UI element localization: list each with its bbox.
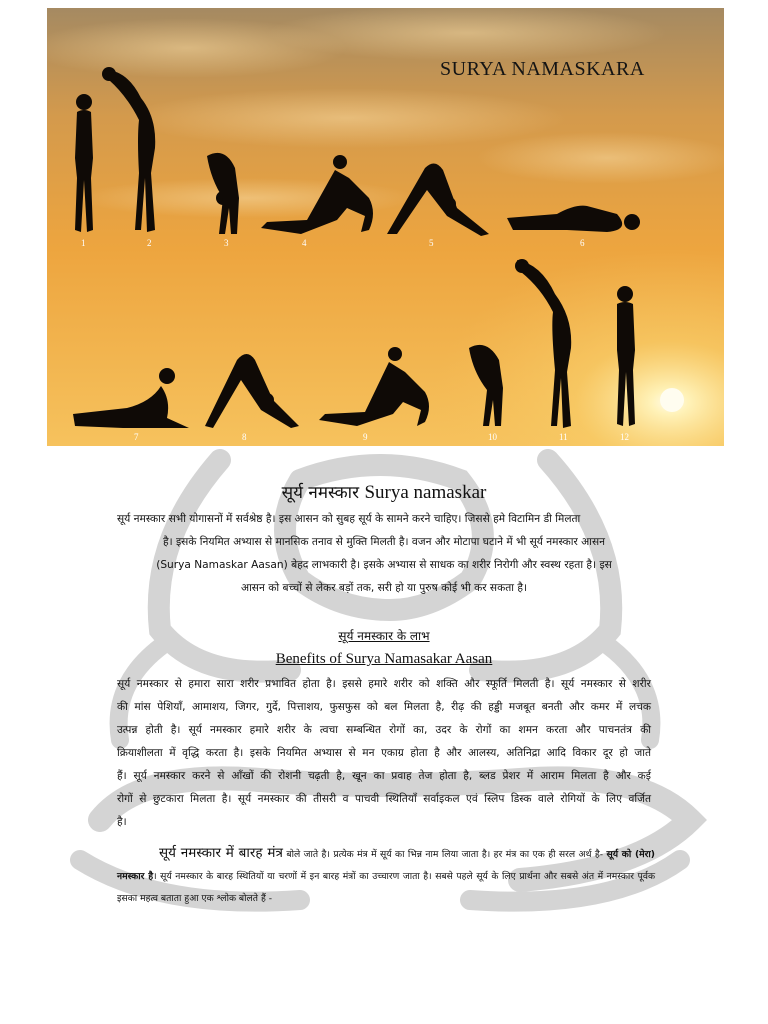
benefits-line: उत्पन्न होती है। सूर्य नमस्कार हमारे शरीर के त्वचा सम्बन्धित रोगों का, उदर के रोगों का शमन करता और पाचनतंत्र की: [117, 724, 651, 736]
benefits-heading-english: Benefits of Surya Namasakar Aasan: [275, 651, 493, 667]
benefits-line: है।: [117, 816, 127, 828]
surya-namaskar-hero-image: [47, 8, 724, 446]
pose-number: 1: [81, 238, 86, 248]
title-hindi: सूर्य नमस्कार: [281, 483, 360, 503]
pose-number: 7: [134, 432, 139, 442]
intro-line: है। इसके नियमित अभ्यास से मानसिक तनाव से मुक्ति मिलती है। वजन और मोटापा घटाने में भी सूर्य नमस्कार आसन: [162, 536, 606, 548]
hero-title: SURYA NAMASKARA: [440, 58, 645, 80]
benefits-line: सूर्य नमस्कार से हमारा सारा शरीर प्रभावित होता है। इससे हमारे शरीर को शक्ति और स्फूर्ति मिलती है। सूर्य नमस्कार से शरीर: [117, 678, 651, 690]
mantra-bold: सूर्य को (मेरा) नमस्कार है: [117, 849, 655, 882]
benefits-paragraph: [117, 673, 651, 834]
title-latin: Surya namaskar: [364, 482, 487, 503]
pose-number: 9: [363, 432, 368, 442]
benefits-heading-hindi: सूर्य नमस्कार के लाभ: [338, 629, 430, 643]
mantra-paragraph: [117, 842, 655, 910]
pose-number: 8: [242, 432, 247, 442]
mantra-text: बोले जाते है। प्रत्येक मंत्र में सूर्य का भिन्न नाम लिया जाता है। हर मंत्र का एक ही सरल अर्थ है-: [282, 849, 607, 860]
pose-number: 5: [429, 238, 434, 248]
intro-line: (Surya Namaskar Aasan) बेहद लाभकारी है। इसके अभ्यास से साधक का शरीर निरोगी और स्वस्थ रहता है। इस: [156, 559, 612, 571]
benefits-line: हैं। सूर्य नमस्कार करने से आँखों की रोशनी चढ़ती है, खून का प्रवाह तेज होता है, ब्लड प्रेशर में आराम मिलता है और कई: [117, 770, 651, 782]
intro-line: आसन को बच्चों से लेकर बड़ों तक, सरी हो या पुरुष कोई भी कर सकता है।: [240, 582, 528, 594]
benefits-line: रोगों से छुटकारा मिलता है। सूर्य नमस्कार की तीसरी व पाचवी स्थितियाँ सर्वाइकल एवं स्लिप डिस्क वाले रोगियों के लिए वर्जित: [117, 793, 651, 805]
pose-number: 11: [559, 432, 568, 442]
benefits-line: क्रियाशीलता में वृद्धि करता है। इसके नियमित अभ्यास से मन एकाग्र होता है और आलस्य, अतिनिद्रा आदि विकार दूर हो जाते: [117, 747, 651, 759]
page-title: [0, 480, 768, 504]
pose-number: 6: [580, 238, 585, 248]
pose-number: 12: [620, 432, 629, 442]
pose-number: 10: [488, 432, 497, 442]
intro-paragraph: [117, 508, 651, 600]
intro-line: सूर्य नमस्कार सभी योगासनों में सर्वश्रेष्ठ है। इस आसन को सुबह सूर्य के सामने करने चाहिए। जिससे हमे विटामिन डी मिलता: [117, 513, 581, 525]
mantra-text-continued: । सूर्य नमस्कार के बारह स्थितियों या चरणों में इन बारह मंत्रों का उच्चारण जाता है। सबसे पहले सूर्य के लिए प्रार्थना और सबसे अंत में नमस्कार पूर्वक इसका महत्व बताता हुआ एक श्लोक बोलते हैं -: [117, 871, 655, 904]
benefits-line: की मांस पेशियाँ, आमाशय, जिगर, गुर्दे, पित्ताशय, फुसफुस को बल मिलता है, रीढ़ की हड्डी मजबूत बनती और कमर में लचक: [117, 701, 651, 713]
pose-number: 2: [147, 238, 152, 248]
pose-number: 3: [224, 238, 229, 248]
mantra-lead: सूर्य नमस्कार में बारह मंत्र: [159, 845, 283, 861]
pose-number: 4: [302, 238, 307, 248]
